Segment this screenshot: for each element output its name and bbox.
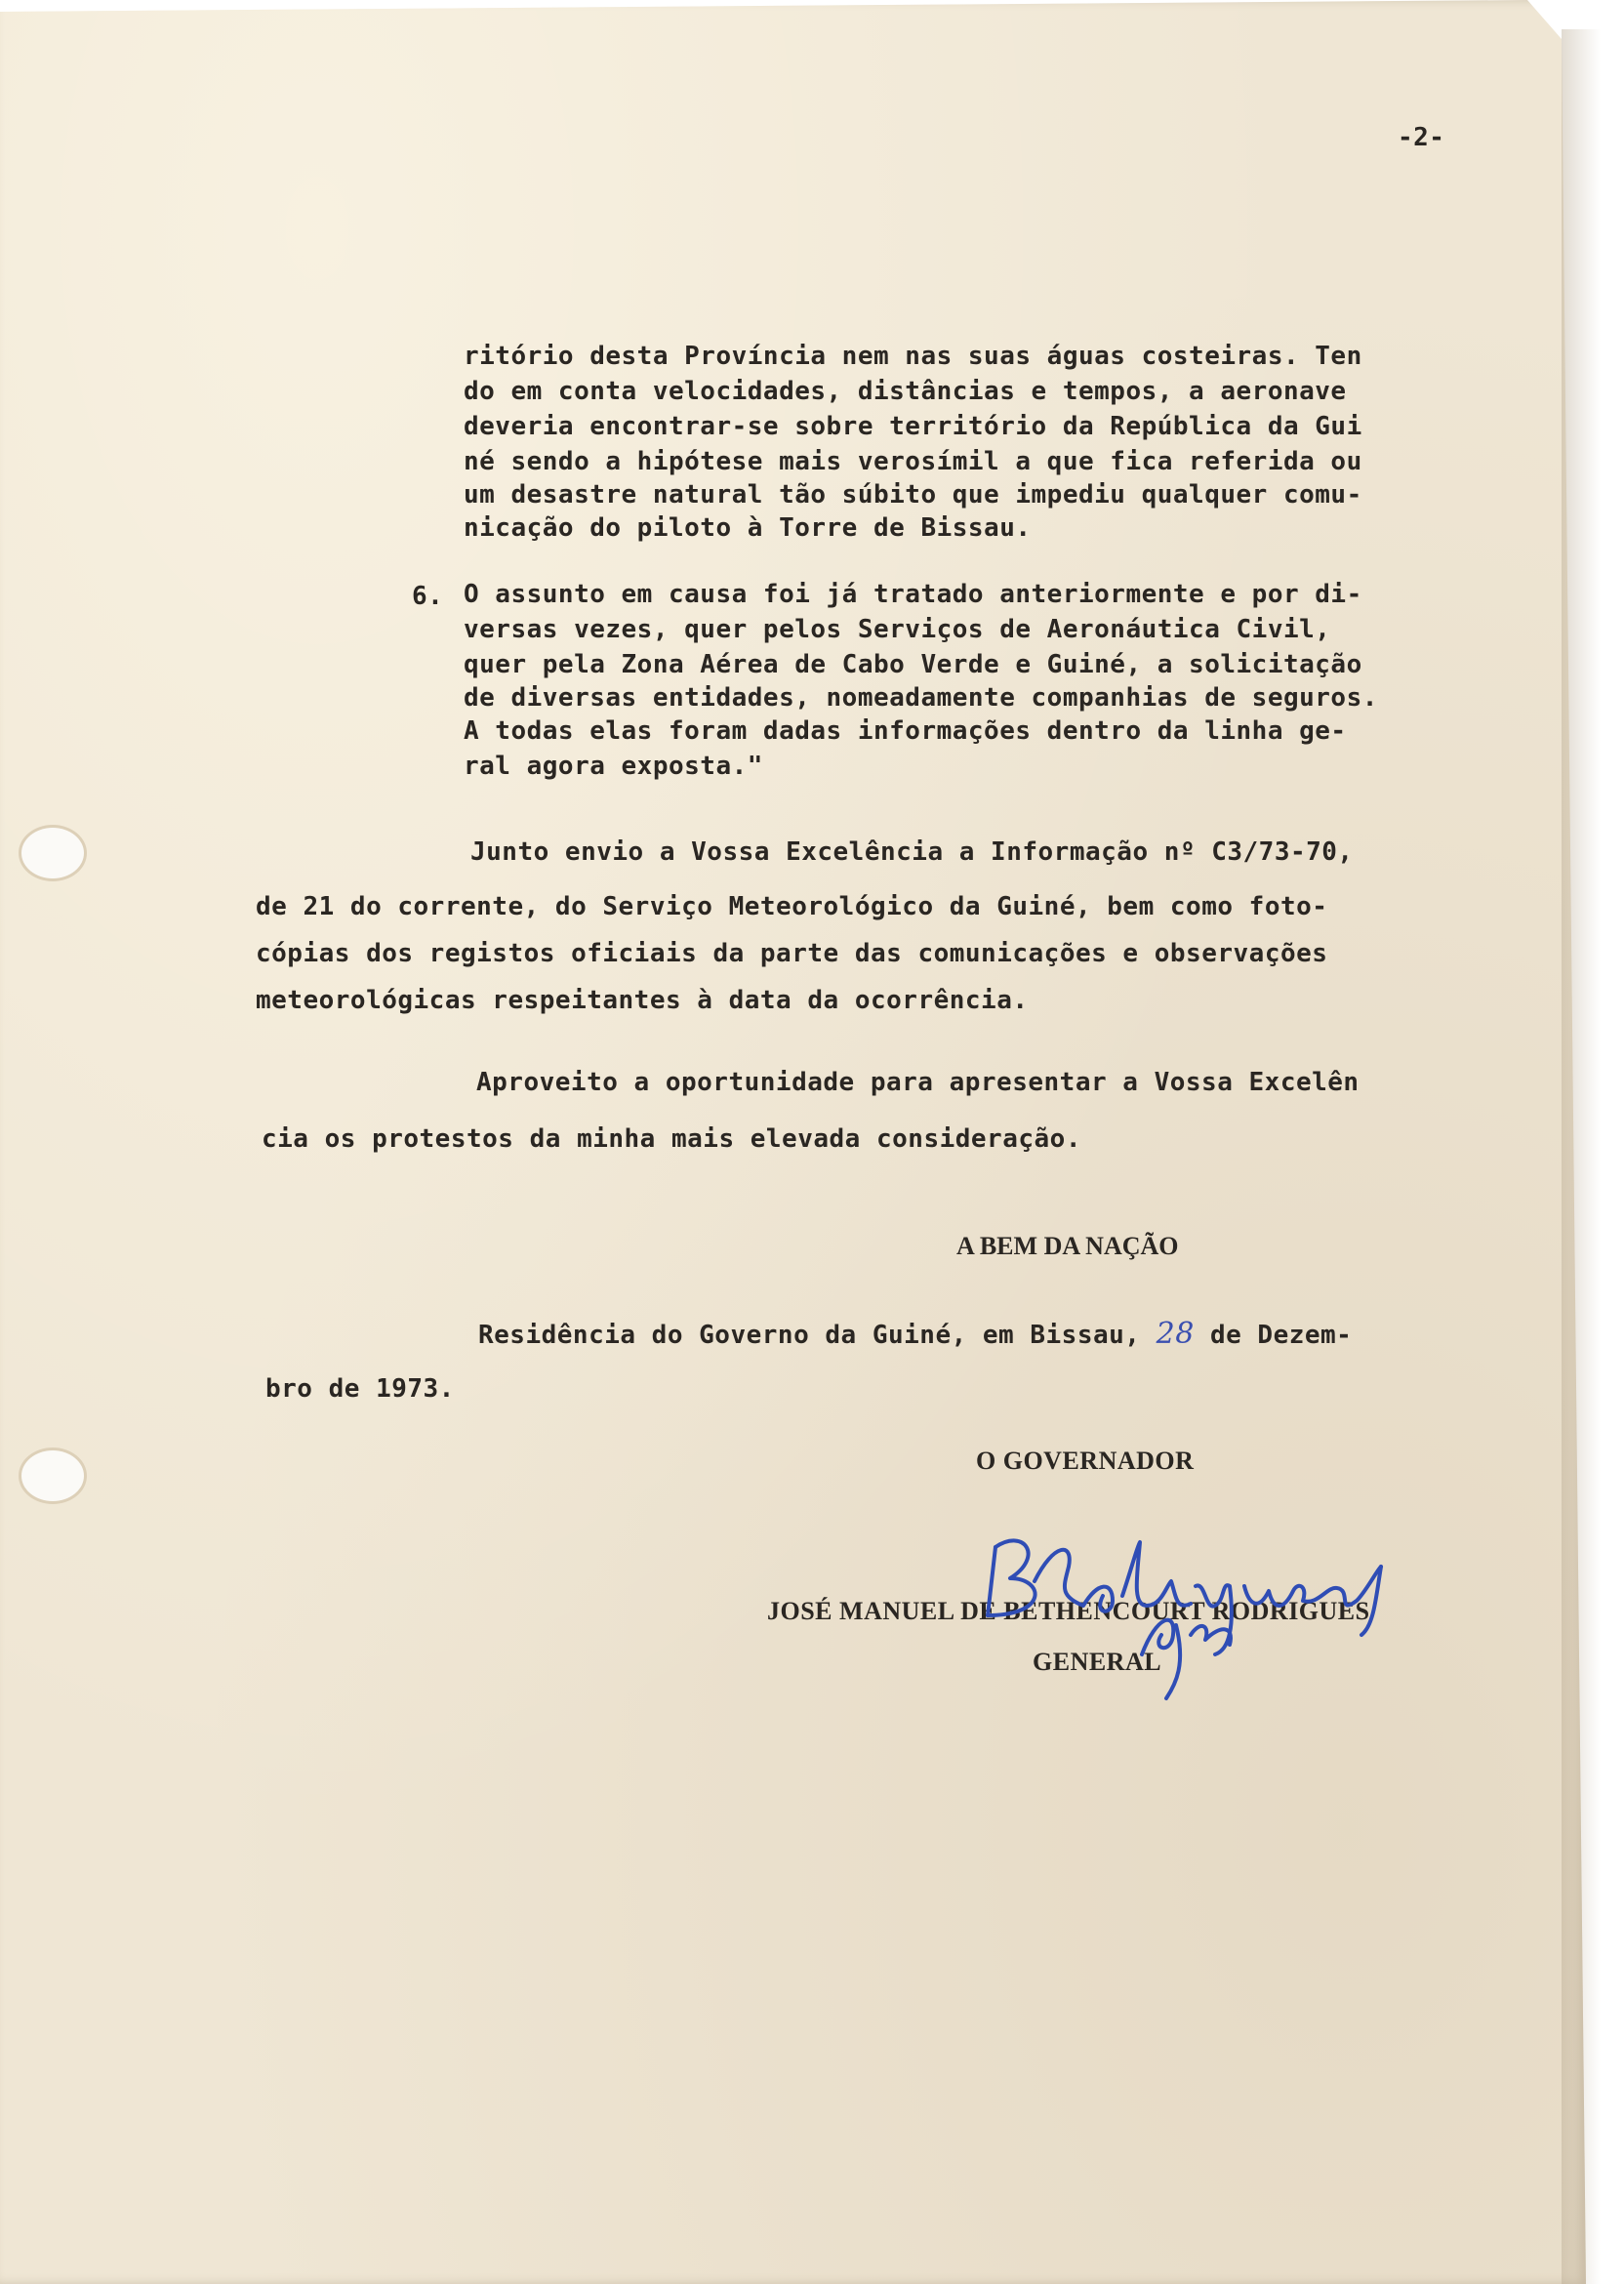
- item-number: 6.: [412, 582, 444, 611]
- item-line: versas vezes, quer pelos Serviços de Aeronáutica Civil,: [464, 615, 1331, 644]
- salutation: A BEM DA NAÇÃO: [956, 1232, 1179, 1260]
- attachment-line: meteorológicas respeitantes à data da ocorrência.: [256, 986, 1029, 1015]
- item-line: ral agora exposta.": [464, 752, 763, 781]
- item-line: A todas elas foram dadas informações dentro da linha ge-: [464, 716, 1347, 746]
- item-line: de diversas entidades, nomeadamente companhias de seguros.: [464, 683, 1378, 713]
- continuation-line: ritório desta Província nem nas suas águas costeiras. Ten: [464, 342, 1362, 371]
- punch-hole: [21, 828, 84, 878]
- place-date-before: Residência do Governo da Guiné, em Bissau,: [478, 1321, 1141, 1350]
- attachment-line: de 21 do corrente, do Serviço Meteorológico da Guiné, bem como foto-: [256, 892, 1328, 921]
- signatory-rank: GENERAL: [1033, 1648, 1162, 1676]
- place-date-line: [478, 1317, 1353, 1351]
- page-edge-shadow: [1562, 29, 1601, 2284]
- continuation-line: nicação do piloto à Torre de Bissau.: [464, 513, 1032, 543]
- closing-line: Aproveito a oportunidade para apresentar a Vossa Excelên: [476, 1068, 1360, 1097]
- continuation-line: um desastre natural tão súbito que impediu qualquer comu-: [464, 480, 1362, 510]
- place-date-year: bro de 1973.: [265, 1374, 455, 1404]
- punch-hole: [21, 1450, 84, 1501]
- page-number: -2-: [1398, 123, 1445, 152]
- handwritten-day: 28: [1156, 1317, 1195, 1351]
- attachment-line: cópias dos registos oficiais da parte das comunicações e observações: [256, 939, 1328, 968]
- signatory-name: JOSÉ MANUEL DE BETHENCOURT RODRIGUES: [767, 1597, 1370, 1625]
- item-line: O assunto em causa foi já tratado anteriormente e por di-: [464, 580, 1362, 609]
- handwritten-signature: [966, 1489, 1435, 1703]
- closing-line: cia os protestos da minha mais elevada consideração.: [262, 1124, 1081, 1154]
- signatory-office: O GOVERNADOR: [976, 1447, 1195, 1475]
- continuation-line: deveria encontrar-se sobre território da República da Gui: [464, 412, 1362, 441]
- place-date-after: de Dezem-: [1209, 1321, 1353, 1350]
- attachment-line: Junto envio a Vossa Excelência a Informação nº C3/73-70,: [470, 837, 1354, 867]
- item-line: quer pela Zona Aérea de Cabo Verde e Guiné, a solicitação: [464, 650, 1362, 679]
- continuation-line: né sendo a hipótese mais verosímil a que fica referida ou: [464, 447, 1362, 476]
- continuation-line: do em conta velocidades, distâncias e tempos, a aeronave: [464, 377, 1347, 406]
